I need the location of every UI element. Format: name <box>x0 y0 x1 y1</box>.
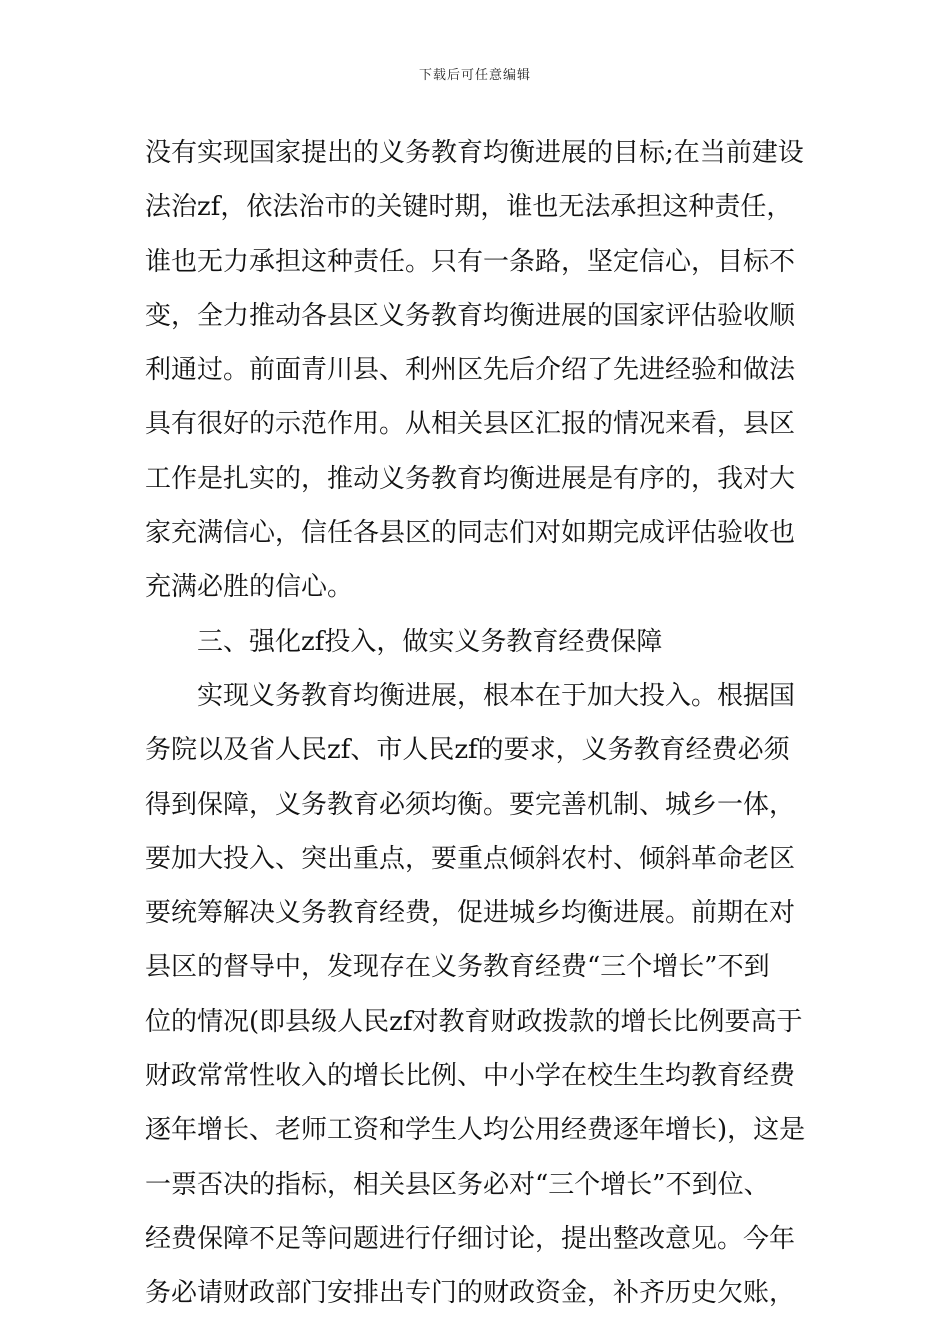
text-line: 要加大投入、突出重点，要重点倾斜农村、倾斜革命老区 <box>145 843 796 874</box>
text-line: 县区的督导中，发现存在义务教育经费“三个增长”不到 <box>145 952 770 983</box>
body-text <box>145 126 807 1321</box>
paragraph-first-line: 实现义务教育均衡进展，根本在于加大投入。根据国 <box>197 680 796 711</box>
text-line: 逐年增长、老师工资和学生人均公用经费逐年增长)，这是 <box>145 1115 806 1146</box>
text-line: 财政常常性收入的增长比例、中小学在校生生均教育经费 <box>145 1061 796 1092</box>
page-header: 下载后可任意编辑 <box>418 68 531 83</box>
text-line: 务必请财政部门安排出专门的财政资金，补齐历史欠账， <box>145 1278 796 1309</box>
text-line: 充满必胜的信心。 <box>145 572 354 603</box>
text-line: 一票否决的指标，相关县区务必对“三个增长”不到位、 <box>145 1169 770 1200</box>
text-line: 工作是扎实的，推动义务教育均衡进展是有序的，我对大 <box>145 463 796 494</box>
text-line: 位的情况(即县级人民zf对教育财政拨款的增长比例要高于 <box>145 1006 803 1037</box>
text-line: 利通过。前面青川县、利州区先后介绍了先进经验和做法 <box>145 355 796 386</box>
text-line: 得到保障，义务教育必须均衡。要完善机制、城乡一体， <box>145 789 796 820</box>
text-line: 要统筹解决义务教育经费，促进城乡均衡进展。前期在对 <box>145 898 796 929</box>
section-heading: 三、强化zf投入，做实义务教育经费保障 <box>197 626 663 657</box>
text-line: 没有实现国家提出的义务教育均衡进展的目标;在当前建设 <box>145 138 804 168</box>
text-line: 家充满信心，信任各县区的同志们对如期完成评估验收也 <box>145 518 796 549</box>
text-line: 法治zf，依法治市的关键时期，谁也无法承担这种责任， <box>145 192 793 223</box>
text-line: 谁也无力承担这种责任。只有一条路，坚定信心，目标不 <box>145 246 796 277</box>
text-line: 经费保障不足等问题进行仔细讨论，提出整改意见。今年 <box>145 1223 796 1254</box>
text-line: 务院以及省人民zf、市人民zf的要求，义务教育经费必须 <box>145 735 790 766</box>
text-line: 变，全力推动各县区义务教育均衡进展的国家评估验收顺 <box>145 300 796 331</box>
text-line: 具有很好的示范作用。从相关县区汇报的情况来看，县区 <box>145 409 796 440</box>
